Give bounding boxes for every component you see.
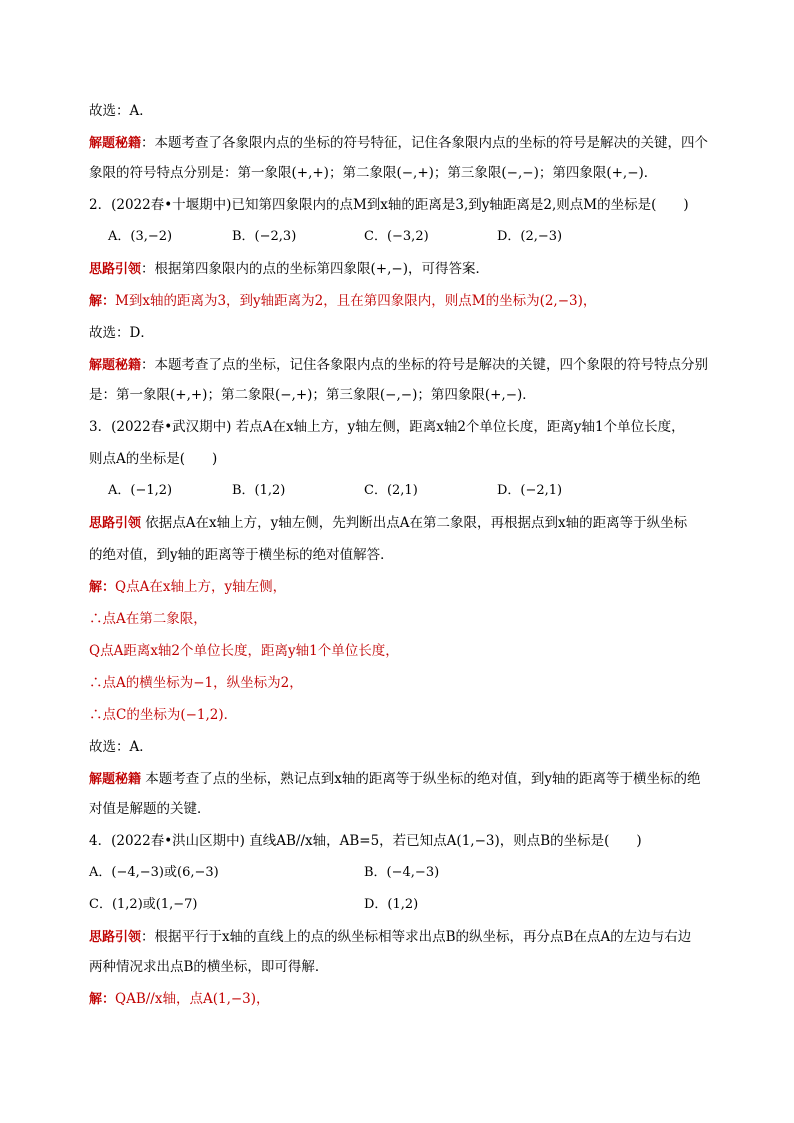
q4-option-c: C．(1,2)或(1,−7) [89, 897, 198, 912]
q3-secret-2: 对值是解题的关键． [89, 801, 211, 817]
q3-solution-4: ∴点A的横坐标为−1，纵坐标为2， [89, 675, 303, 691]
q4-option-b: B．(−4,−3) [364, 865, 440, 880]
q2-option-b: B．(−2,3) [232, 229, 297, 244]
q3-option-a: A．(−1,2) [108, 483, 173, 498]
q4-option-d: D．(1,2) [364, 897, 419, 912]
q3-hint-2: 的绝对值，到y轴的距离等于横坐标的绝对值解答． [89, 547, 394, 563]
q4-hint: 思路引领：根据平行于x轴的直线上的点的纵坐标相等求出点B的纵坐标，再分点B在点A的左边与右边 [89, 929, 692, 945]
q4-hint-2: 两种情况求出点B的横坐标，即可得解． [89, 959, 329, 975]
q2-answer: 故选：D． [89, 325, 154, 341]
secret-tag: 解题秘籍 [89, 136, 142, 151]
question-4: 4．(2022春•洪山区期中) 直线AB//x轴，AB=5，若已知点A(1,−3)，则点B的坐标是( ) [89, 833, 642, 849]
q3-secret: 解题秘籍 本题考查了点的坐标，熟记点到x轴的距离等于纵坐标的绝对值，到y轴的距离等于横坐标的绝 [89, 771, 701, 787]
q4-solution: 解：QAB//x轴，点A(1,−3)， [89, 991, 270, 1007]
question-3-cont: 则点A的坐标是( ) [89, 451, 218, 467]
q2-secret-2: 是：第一象限(+,+)；第二象限(−,+)；第三象限(−,−)；第四象限(+,−)． [89, 387, 536, 403]
q2-secret: 解题秘籍：本题考查了点的坐标，记住各象限内点的坐标的符号是解决的关键，四个象限的符号特点分别 [89, 357, 709, 373]
q2-option-d: D．(2,−3) [497, 229, 563, 244]
q3-solution-5: ∴点C的坐标为(−1,2)． [89, 707, 238, 723]
answer-line: 故选：A． [89, 103, 153, 119]
secret-line: 解题秘籍：本题考查了各象限内点的坐标的符号特征，记住各象限内点的坐标的符号是解决的关键，四个 [89, 135, 709, 151]
q2-hint: 思路引领：根据第四象限内的点的坐标第四象限(+,−)，可得答案． [89, 261, 489, 277]
q4-option-a: A．(−4,−3)或(6,−3) [89, 865, 219, 880]
q2-option-a: A．(3,−2) [108, 229, 173, 244]
q2-option-c: C．(−3,2) [364, 229, 429, 244]
question-2: 2．(2022春•十堰期中)已知第四象限内的点M到x轴的距离是3,到y轴距离是2,则点M的坐标是( ) [89, 197, 689, 213]
q2-solution: 解：M到x轴的距离为3，到y轴距离为2，且在第四象限内，则点M的坐标为(2,−3)， [89, 293, 597, 309]
q3-option-b: B．(1,2) [232, 483, 286, 498]
q3-answer: 故选：A． [89, 739, 153, 755]
q3-solution-3: Q点A距离x轴2个单位长度，距离y轴1个单位长度， [89, 643, 399, 659]
q3-option-c: C．(2,1) [364, 483, 418, 498]
q3-option-d: D．(−2,1) [497, 483, 563, 498]
q3-solution-2: ∴点A在第二象限， [89, 611, 207, 627]
question-3: 3．(2022春•武汉期中) 若点A在x轴上方，y轴左侧，距离x轴2个单位长度，距离y轴1个单位长度， [89, 419, 685, 435]
q3-solution-1: 解：Q点A在x轴上方，y轴左侧， [89, 579, 287, 595]
secret-line-2: 象限的符号特点分别是：第一象限(+,+)；第二象限(−,+)；第三象限(−,−)；第四象限(+,−)． [89, 165, 658, 181]
q3-hint: 思路引领 依据点A在x轴上方，y轴左侧，先判断出点A在第二象限，再根据点到x轴的距离等于纵坐标 [89, 515, 688, 531]
